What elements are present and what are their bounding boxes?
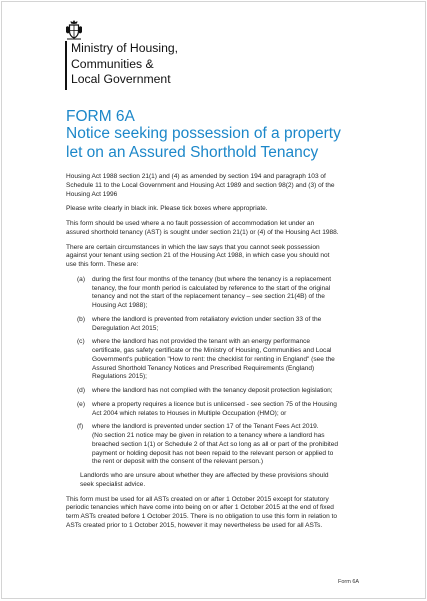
list-item-label: (f) bbox=[77, 423, 84, 431]
document-page bbox=[1, 1, 426, 599]
list-item-label: (e) bbox=[77, 400, 86, 408]
department-name-line: Communities & bbox=[71, 56, 154, 71]
logo-rule bbox=[65, 41, 67, 90]
text-line: against your tenant using section 21 of the Housing Act 1988, in which case you should not bbox=[66, 252, 330, 260]
text-line: where the landlord is prevented under section 17 of the Tenant Fees Act 2019. bbox=[92, 423, 319, 431]
legislation-reference bbox=[66, 173, 371, 199]
department-logo bbox=[65, 19, 185, 91]
text-line: Please write clearly in black ink. Please tick boxes where appropriate. bbox=[66, 205, 268, 213]
text-line: Regulations 2015); bbox=[92, 373, 147, 381]
text-line: periodic tenancies which have come into being on or after 1 October 2015 at the end of fixed bbox=[66, 504, 334, 512]
list-item-label: (a) bbox=[77, 275, 86, 283]
text-line: where the landlord has not provided the tenant with an energy performance bbox=[92, 338, 311, 346]
text-line: Schedule 11 to the Local Government and Housing Act 1989 and section 98(2) and (3) of the bbox=[66, 181, 335, 189]
text-line: Housing Act 1988 section 21(1) and (4) as amended by section 194 and paragraph 103 of bbox=[66, 173, 326, 180]
form-body bbox=[66, 173, 371, 537]
list-item-label: (c) bbox=[77, 338, 85, 346]
purpose-paragraph bbox=[66, 220, 371, 238]
text-line: certificate, gas safety certificate or the Ministry of Housing, Communities and Local bbox=[92, 347, 332, 354]
text-line: where the landlord has not complied with the tenancy deposit protection legislation; bbox=[92, 387, 333, 394]
text-line: seek specialist advice. bbox=[80, 480, 146, 488]
list-item-label: (d) bbox=[77, 387, 86, 394]
text-line: where a property requires a licence but is unlicensed - see section 75 of the Housing bbox=[92, 400, 337, 408]
text-line: This form must be used for all ASTs created on or after 1 October 2015 except for statutory bbox=[66, 495, 329, 503]
list-item bbox=[66, 387, 371, 396]
list-item-label: (b) bbox=[77, 315, 86, 323]
text-line: during the first four months of the tenancy (but where the tenancy is a replacement bbox=[92, 275, 332, 283]
form-title-line: Notice seeking possession of a property bbox=[66, 125, 341, 142]
text-line: There are certain circumstances in which the law says that you cannot seek possession bbox=[66, 243, 320, 251]
text-line: Assured Shorthold Tenancy Notices and Prescribed Requirements (England) bbox=[92, 364, 315, 372]
text-line: term ASTs created before 1 October 2015. There is no obligation to use this form in relation to bbox=[66, 513, 337, 520]
list-item bbox=[66, 338, 371, 382]
form-number: FORM 6A bbox=[66, 108, 135, 125]
text-line: Deregulation Act 2015; bbox=[92, 324, 159, 332]
text-line: (No section 21 notice may be given in relation to a tenancy where a landlord has bbox=[92, 432, 325, 439]
list-item bbox=[66, 276, 371, 311]
instruction-text bbox=[66, 205, 371, 214]
list-item bbox=[66, 401, 371, 419]
text-line: tenancy, the four month period is calculated by reference to the start of the original bbox=[92, 284, 331, 292]
text-line: breached section 1(1) or Schedule 2 of that Act so long as all or part of the prohibited bbox=[92, 440, 339, 448]
page-footer: Form 6A bbox=[338, 579, 360, 585]
form-title-line: let on an Assured Shorthold Tenancy bbox=[66, 143, 319, 161]
exclusion-list bbox=[66, 276, 371, 467]
form-title bbox=[66, 125, 396, 162]
department-name bbox=[71, 41, 178, 88]
list-item bbox=[66, 423, 371, 467]
text-line: use this form. These are: bbox=[66, 261, 139, 268]
text-line: the rent or deposit with the consent of the relevant person.) bbox=[92, 458, 264, 466]
department-name-line: Ministry of Housing, bbox=[71, 41, 179, 55]
royal-crest-icon bbox=[65, 19, 83, 40]
department-name-line: Local Government bbox=[71, 72, 171, 87]
text-line: payment or holding deposit has not been repaid to the relevant person or applied to bbox=[92, 449, 334, 457]
text-line: Housing Act 1988); bbox=[92, 302, 148, 309]
text-line: Government's publication "How to rent: the checklist for renting in England" (see the bbox=[92, 355, 335, 363]
circumstances-paragraph bbox=[66, 244, 371, 270]
text-line: tenancy and not the start of the replacement tenancy – see section 21(4B) of the bbox=[92, 293, 325, 301]
text-line: ASTs created prior to 1 October 2015, however it may nevertheless be used for all ASTs. bbox=[66, 521, 323, 529]
text-line: Housing Act 1996 bbox=[66, 190, 118, 198]
list-item bbox=[66, 316, 371, 334]
text-line: assured shorthold tenancy (AST) is sought under section 21(1) or (4) of the Housing Act 1988. bbox=[66, 228, 339, 236]
text-line: Landlords who are unsure about whether they are affected by these provisions should bbox=[80, 472, 329, 479]
text-line: Act 2004 which relates to Houses in Multiple Occupation (HMO); or bbox=[92, 409, 287, 417]
text-line: where the landlord is prevented from retaliatory eviction under section 33 of the bbox=[92, 315, 322, 323]
advice-paragraph bbox=[66, 472, 371, 490]
text-line: This form should be used where a no fault possession of accommodation let under an bbox=[66, 220, 315, 227]
closing-paragraph bbox=[66, 496, 371, 531]
